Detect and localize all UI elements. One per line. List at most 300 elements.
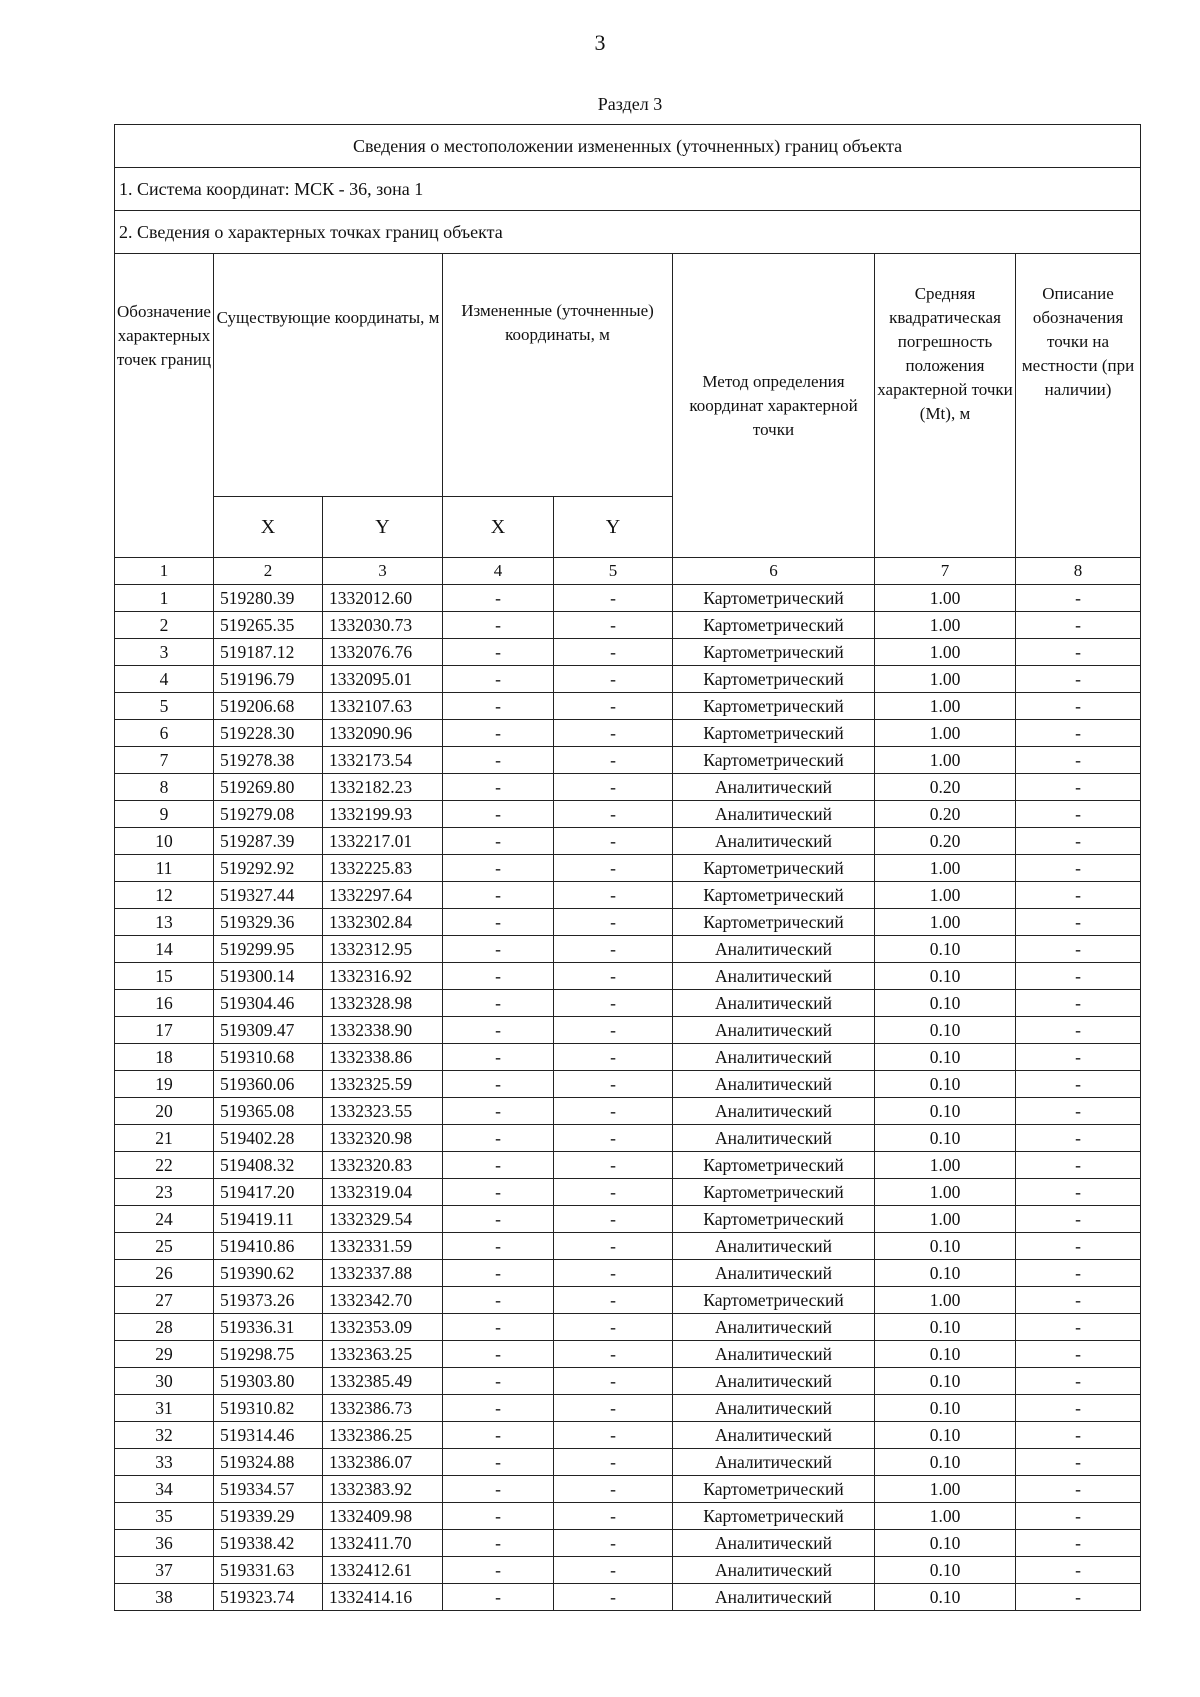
cell-description: - <box>1016 1287 1141 1314</box>
cell-accuracy: 1.00 <box>875 666 1016 693</box>
cell-existing-y: 1332312.95 <box>323 936 443 963</box>
cell-existing-x: 519338.42 <box>214 1530 323 1557</box>
cell-existing-y: 1332337.88 <box>323 1260 443 1287</box>
cell-changed-x: - <box>443 666 554 693</box>
cell-method: Аналитический <box>673 1422 875 1449</box>
cell-existing-y: 1332325.59 <box>323 1071 443 1098</box>
cell-existing-x: 519314.46 <box>214 1422 323 1449</box>
column-number: 4 <box>443 558 554 585</box>
cell-existing-y: 1332319.04 <box>323 1179 443 1206</box>
cell-existing-y: 1332090.96 <box>323 720 443 747</box>
cell-existing-x: 519360.06 <box>214 1071 323 1098</box>
cell-changed-y: - <box>554 1206 673 1233</box>
cell-changed-y: - <box>554 1395 673 1422</box>
cell-description: - <box>1016 1503 1141 1530</box>
cell-changed-x: - <box>443 1260 554 1287</box>
header-method: Метод определения координат характерной точки <box>673 254 875 558</box>
cell-method: Картометрический <box>673 612 875 639</box>
cell-point-number: 2 <box>115 612 214 639</box>
cell-changed-y: - <box>554 1044 673 1071</box>
cell-accuracy: 0.10 <box>875 1449 1016 1476</box>
cell-changed-x: - <box>443 1044 554 1071</box>
cell-existing-x: 519408.32 <box>214 1152 323 1179</box>
table-row <box>115 585 1141 612</box>
table-row <box>115 1341 1141 1368</box>
table-body <box>115 585 1141 1611</box>
cell-accuracy: 0.20 <box>875 774 1016 801</box>
cell-method: Аналитический <box>673 828 875 855</box>
cell-changed-x: - <box>443 1341 554 1368</box>
cell-accuracy: 0.10 <box>875 1260 1016 1287</box>
cell-accuracy: 0.10 <box>875 1395 1016 1422</box>
cell-changed-y: - <box>554 1260 673 1287</box>
cell-point-number: 3 <box>115 639 214 666</box>
column-numbers-row <box>115 558 1141 585</box>
cell-accuracy: 1.00 <box>875 855 1016 882</box>
coordinate-system: 1. Система координат: МСК - 36, зона 1 <box>115 168 1141 211</box>
cell-accuracy: 0.10 <box>875 1368 1016 1395</box>
table-row <box>115 693 1141 720</box>
cell-description: - <box>1016 1179 1141 1206</box>
cell-method: Аналитический <box>673 963 875 990</box>
cell-existing-x: 519331.63 <box>214 1557 323 1584</box>
cell-existing-y: 1332338.86 <box>323 1044 443 1071</box>
cell-changed-y: - <box>554 1530 673 1557</box>
cell-point-number: 34 <box>115 1476 214 1503</box>
cell-changed-y: - <box>554 855 673 882</box>
cell-accuracy: 0.10 <box>875 963 1016 990</box>
table-title: Сведения о местоположении измененных (уточненных) границ объекта <box>115 125 1141 168</box>
cell-existing-x: 519309.47 <box>214 1017 323 1044</box>
cell-description: - <box>1016 1017 1141 1044</box>
cell-existing-x: 519287.39 <box>214 828 323 855</box>
cell-existing-x: 519417.20 <box>214 1179 323 1206</box>
boundary-points-table <box>114 124 1141 1611</box>
cell-point-number: 28 <box>115 1314 214 1341</box>
table-row <box>115 1125 1141 1152</box>
cell-changed-y: - <box>554 585 673 612</box>
cell-changed-x: - <box>443 1422 554 1449</box>
cell-accuracy: 0.10 <box>875 1314 1016 1341</box>
cell-method: Аналитический <box>673 774 875 801</box>
cell-description: - <box>1016 1071 1141 1098</box>
cell-existing-y: 1332297.64 <box>323 882 443 909</box>
cell-existing-y: 1332411.70 <box>323 1530 443 1557</box>
cell-changed-y: - <box>554 909 673 936</box>
cell-point-number: 5 <box>115 693 214 720</box>
cell-changed-y: - <box>554 1125 673 1152</box>
cell-existing-x: 519206.68 <box>214 693 323 720</box>
cell-method: Картометрический <box>673 747 875 774</box>
points-heading: 2. Сведения о характерных точках границ объекта <box>115 211 1141 254</box>
cell-existing-y: 1332076.76 <box>323 639 443 666</box>
cell-changed-y: - <box>554 1341 673 1368</box>
cell-point-number: 29 <box>115 1341 214 1368</box>
cell-description: - <box>1016 963 1141 990</box>
cell-method: Аналитический <box>673 801 875 828</box>
cell-changed-y: - <box>554 1287 673 1314</box>
cell-point-number: 12 <box>115 882 214 909</box>
cell-method: Аналитический <box>673 1584 875 1611</box>
cell-method: Аналитический <box>673 1125 875 1152</box>
cell-description: - <box>1016 720 1141 747</box>
cell-existing-y: 1332107.63 <box>323 693 443 720</box>
cell-existing-y: 1332414.16 <box>323 1584 443 1611</box>
cell-existing-y: 1332316.92 <box>323 963 443 990</box>
cell-changed-x: - <box>443 909 554 936</box>
header-description: Описание обозначения точки на местности (при наличии) <box>1016 254 1141 558</box>
cell-changed-x: - <box>443 1584 554 1611</box>
cell-changed-y: - <box>554 1584 673 1611</box>
cell-accuracy: 0.10 <box>875 1557 1016 1584</box>
cell-existing-y: 1332182.23 <box>323 774 443 801</box>
cell-changed-y: - <box>554 936 673 963</box>
cell-point-number: 9 <box>115 801 214 828</box>
table-row <box>115 1152 1141 1179</box>
cell-point-number: 25 <box>115 1233 214 1260</box>
cell-accuracy: 1.00 <box>875 1503 1016 1530</box>
cell-method: Картометрический <box>673 882 875 909</box>
column-number: 5 <box>554 558 673 585</box>
cell-description: - <box>1016 693 1141 720</box>
cell-method: Аналитический <box>673 1071 875 1098</box>
cell-method: Аналитический <box>673 990 875 1017</box>
cell-point-number: 21 <box>115 1125 214 1152</box>
cell-point-number: 10 <box>115 828 214 855</box>
cell-description: - <box>1016 1368 1141 1395</box>
cell-existing-x: 519373.26 <box>214 1287 323 1314</box>
cell-method: Картометрический <box>673 909 875 936</box>
cell-point-number: 13 <box>115 909 214 936</box>
cell-description: - <box>1016 585 1141 612</box>
cell-point-number: 27 <box>115 1287 214 1314</box>
header-point-designation: Обозначение характерных точек границ <box>115 254 214 558</box>
table-row <box>115 720 1141 747</box>
cell-existing-y: 1332095.01 <box>323 666 443 693</box>
table-row <box>115 1179 1141 1206</box>
cell-existing-x: 519310.68 <box>214 1044 323 1071</box>
cell-accuracy: 0.10 <box>875 1098 1016 1125</box>
table-row <box>115 1368 1141 1395</box>
table-row <box>115 1233 1141 1260</box>
cell-existing-x: 519298.75 <box>214 1341 323 1368</box>
cell-changed-x: - <box>443 1152 554 1179</box>
cell-existing-x: 519299.95 <box>214 936 323 963</box>
cell-changed-y: - <box>554 990 673 1017</box>
cell-changed-x: - <box>443 1017 554 1044</box>
cell-point-number: 36 <box>115 1530 214 1557</box>
table-row <box>115 936 1141 963</box>
cell-point-number: 17 <box>115 1017 214 1044</box>
cell-existing-x: 519269.80 <box>214 774 323 801</box>
cell-method: Картометрический <box>673 585 875 612</box>
cell-changed-x: - <box>443 801 554 828</box>
cell-point-number: 15 <box>115 963 214 990</box>
cell-existing-y: 1332331.59 <box>323 1233 443 1260</box>
cell-description: - <box>1016 936 1141 963</box>
cell-method: Аналитический <box>673 1044 875 1071</box>
cell-changed-x: - <box>443 1071 554 1098</box>
cell-method: Картометрический <box>673 1476 875 1503</box>
cell-point-number: 31 <box>115 1395 214 1422</box>
table-row <box>115 747 1141 774</box>
cell-existing-y: 1332030.73 <box>323 612 443 639</box>
section-title: Раздел 3 <box>597 94 663 114</box>
cell-description: - <box>1016 990 1141 1017</box>
cell-changed-x: - <box>443 1206 554 1233</box>
cell-accuracy: 0.10 <box>875 1584 1016 1611</box>
cell-method: Аналитический <box>673 1449 875 1476</box>
cell-description: - <box>1016 882 1141 909</box>
cell-description: - <box>1016 1422 1141 1449</box>
cell-existing-y: 1332328.98 <box>323 990 443 1017</box>
cell-existing-y: 1332320.98 <box>323 1125 443 1152</box>
cell-changed-y: - <box>554 1017 673 1044</box>
cell-changed-y: - <box>554 1071 673 1098</box>
cell-point-number: 26 <box>115 1260 214 1287</box>
cell-existing-y: 1332338.90 <box>323 1017 443 1044</box>
cell-changed-x: - <box>443 1395 554 1422</box>
cell-changed-x: - <box>443 963 554 990</box>
cell-point-number: 35 <box>115 1503 214 1530</box>
cell-existing-x: 519304.46 <box>214 990 323 1017</box>
cell-changed-x: - <box>443 882 554 909</box>
cell-changed-x: - <box>443 612 554 639</box>
cell-existing-x: 519300.14 <box>214 963 323 990</box>
cell-changed-x: - <box>443 1098 554 1125</box>
cell-changed-x: - <box>443 1287 554 1314</box>
cell-changed-x: - <box>443 1530 554 1557</box>
table-row <box>115 1098 1141 1125</box>
cell-method: Картометрический <box>673 666 875 693</box>
cell-existing-x: 519187.12 <box>214 639 323 666</box>
cell-changed-y: - <box>554 1422 673 1449</box>
cell-existing-x: 519410.86 <box>214 1233 323 1260</box>
cell-accuracy: 1.00 <box>875 1152 1016 1179</box>
cell-point-number: 18 <box>115 1044 214 1071</box>
cell-changed-x: - <box>443 1368 554 1395</box>
cell-changed-y: - <box>554 666 673 693</box>
cell-existing-y: 1332385.49 <box>323 1368 443 1395</box>
cell-point-number: 11 <box>115 855 214 882</box>
table-row <box>115 612 1141 639</box>
cell-method: Аналитический <box>673 1341 875 1368</box>
cell-changed-y: - <box>554 882 673 909</box>
cell-accuracy: 0.10 <box>875 1422 1016 1449</box>
cell-description: - <box>1016 855 1141 882</box>
cell-changed-x: - <box>443 774 554 801</box>
cell-accuracy: 1.00 <box>875 612 1016 639</box>
cell-method: Картометрический <box>673 1503 875 1530</box>
cell-description: - <box>1016 1233 1141 1260</box>
cell-existing-x: 519310.82 <box>214 1395 323 1422</box>
cell-changed-y: - <box>554 639 673 666</box>
cell-accuracy: 0.20 <box>875 828 1016 855</box>
cell-existing-x: 519334.57 <box>214 1476 323 1503</box>
cell-changed-x: - <box>443 1557 554 1584</box>
cell-accuracy: 0.10 <box>875 1071 1016 1098</box>
cell-existing-x: 519324.88 <box>214 1449 323 1476</box>
cell-method: Аналитический <box>673 1017 875 1044</box>
cell-changed-y: - <box>554 1152 673 1179</box>
cell-method: Аналитический <box>673 1098 875 1125</box>
cell-changed-x: - <box>443 936 554 963</box>
cell-method: Картометрический <box>673 639 875 666</box>
table-row <box>115 1314 1141 1341</box>
cell-changed-y: - <box>554 963 673 990</box>
cell-accuracy: 1.00 <box>875 1476 1016 1503</box>
cell-existing-y: 1332353.09 <box>323 1314 443 1341</box>
cell-existing-x: 519228.30 <box>214 720 323 747</box>
cell-changed-y: - <box>554 1098 673 1125</box>
header-existing-y: Y <box>323 497 443 558</box>
cell-accuracy: 1.00 <box>875 747 1016 774</box>
cell-description: - <box>1016 909 1141 936</box>
cell-existing-y: 1332409.98 <box>323 1503 443 1530</box>
cell-description: - <box>1016 1314 1141 1341</box>
cell-existing-x: 519336.31 <box>214 1314 323 1341</box>
cell-changed-x: - <box>443 855 554 882</box>
cell-existing-y: 1332363.25 <box>323 1341 443 1368</box>
cell-method: Картометрический <box>673 855 875 882</box>
cell-point-number: 22 <box>115 1152 214 1179</box>
cell-description: - <box>1016 1557 1141 1584</box>
cell-point-number: 38 <box>115 1584 214 1611</box>
cell-point-number: 4 <box>115 666 214 693</box>
cell-accuracy: 1.00 <box>875 639 1016 666</box>
cell-existing-y: 1332323.55 <box>323 1098 443 1125</box>
cell-accuracy: 0.10 <box>875 1017 1016 1044</box>
cell-existing-x: 519265.35 <box>214 612 323 639</box>
column-number: 3 <box>323 558 443 585</box>
cell-accuracy: 0.20 <box>875 801 1016 828</box>
cell-existing-y: 1332217.01 <box>323 828 443 855</box>
cell-changed-x: - <box>443 828 554 855</box>
cell-existing-x: 519196.79 <box>214 666 323 693</box>
cell-point-number: 1 <box>115 585 214 612</box>
cell-accuracy: 1.00 <box>875 909 1016 936</box>
cell-existing-y: 1332342.70 <box>323 1287 443 1314</box>
cell-method: Аналитический <box>673 1368 875 1395</box>
cell-description: - <box>1016 1341 1141 1368</box>
cell-accuracy: 1.00 <box>875 1287 1016 1314</box>
table-row <box>115 1422 1141 1449</box>
cell-changed-y: - <box>554 774 673 801</box>
cell-changed-y: - <box>554 1449 673 1476</box>
cell-description: - <box>1016 1125 1141 1152</box>
cell-description: - <box>1016 1206 1141 1233</box>
table-row <box>115 1395 1141 1422</box>
header-existing-coords: Существующие координаты, м <box>214 254 443 497</box>
cell-method: Картометрический <box>673 1206 875 1233</box>
cell-changed-x: - <box>443 693 554 720</box>
cell-existing-x: 519339.29 <box>214 1503 323 1530</box>
cell-existing-y: 1332320.83 <box>323 1152 443 1179</box>
header-changed-y: Y <box>554 497 673 558</box>
cell-existing-y: 1332386.07 <box>323 1449 443 1476</box>
table-row <box>115 1476 1141 1503</box>
cell-method: Картометрический <box>673 1152 875 1179</box>
table-row <box>115 1260 1141 1287</box>
table-row <box>115 1071 1141 1098</box>
cell-accuracy: 0.10 <box>875 1530 1016 1557</box>
cell-point-number: 24 <box>115 1206 214 1233</box>
table-row <box>115 1503 1141 1530</box>
cell-method: Аналитический <box>673 1233 875 1260</box>
cell-existing-y: 1332012.60 <box>323 585 443 612</box>
cell-accuracy: 1.00 <box>875 882 1016 909</box>
cell-changed-x: - <box>443 1476 554 1503</box>
cell-point-number: 32 <box>115 1422 214 1449</box>
table-row <box>115 666 1141 693</box>
cell-description: - <box>1016 1152 1141 1179</box>
cell-existing-x: 519278.38 <box>214 747 323 774</box>
header-changed-x: X <box>443 497 554 558</box>
cell-accuracy: 0.10 <box>875 1044 1016 1071</box>
cell-existing-y: 1332412.61 <box>323 1557 443 1584</box>
cell-description: - <box>1016 828 1141 855</box>
cell-changed-y: - <box>554 801 673 828</box>
cell-existing-x: 519280.39 <box>214 585 323 612</box>
cell-description: - <box>1016 1044 1141 1071</box>
cell-point-number: 37 <box>115 1557 214 1584</box>
cell-existing-y: 1332302.84 <box>323 909 443 936</box>
cell-accuracy: 0.10 <box>875 1125 1016 1152</box>
cell-changed-y: - <box>554 1368 673 1395</box>
boundary-points-sheet <box>114 124 1140 1611</box>
cell-changed-x: - <box>443 639 554 666</box>
cell-accuracy: 0.10 <box>875 990 1016 1017</box>
cell-existing-x: 519292.92 <box>214 855 323 882</box>
cell-changed-y: - <box>554 1557 673 1584</box>
cell-changed-y: - <box>554 693 673 720</box>
cell-method: Картометрический <box>673 1287 875 1314</box>
cell-changed-y: - <box>554 1476 673 1503</box>
table-row <box>115 1206 1141 1233</box>
cell-existing-x: 519327.44 <box>214 882 323 909</box>
cell-point-number: 33 <box>115 1449 214 1476</box>
cell-existing-y: 1332199.93 <box>323 801 443 828</box>
cell-method: Аналитический <box>673 1260 875 1287</box>
cell-description: - <box>1016 1395 1141 1422</box>
table-row <box>115 855 1141 882</box>
cell-point-number: 16 <box>115 990 214 1017</box>
cell-changed-x: - <box>443 720 554 747</box>
column-number: 2 <box>214 558 323 585</box>
cell-accuracy: 1.00 <box>875 1179 1016 1206</box>
cell-changed-x: - <box>443 747 554 774</box>
cell-description: - <box>1016 1098 1141 1125</box>
cell-existing-y: 1332225.83 <box>323 855 443 882</box>
cell-method: Аналитический <box>673 936 875 963</box>
cell-existing-y: 1332386.25 <box>323 1422 443 1449</box>
cell-existing-x: 519419.11 <box>214 1206 323 1233</box>
cell-changed-x: - <box>443 1179 554 1206</box>
table-row <box>115 990 1141 1017</box>
cell-changed-x: - <box>443 990 554 1017</box>
cell-changed-x: - <box>443 1314 554 1341</box>
cell-description: - <box>1016 639 1141 666</box>
cell-point-number: 30 <box>115 1368 214 1395</box>
cell-description: - <box>1016 801 1141 828</box>
cell-accuracy: 0.10 <box>875 1341 1016 1368</box>
cell-description: - <box>1016 1476 1141 1503</box>
table-row <box>115 1449 1141 1476</box>
cell-changed-x: - <box>443 1449 554 1476</box>
cell-existing-y: 1332386.73 <box>323 1395 443 1422</box>
cell-method: Картометрический <box>673 720 875 747</box>
cell-method: Картометрический <box>673 693 875 720</box>
